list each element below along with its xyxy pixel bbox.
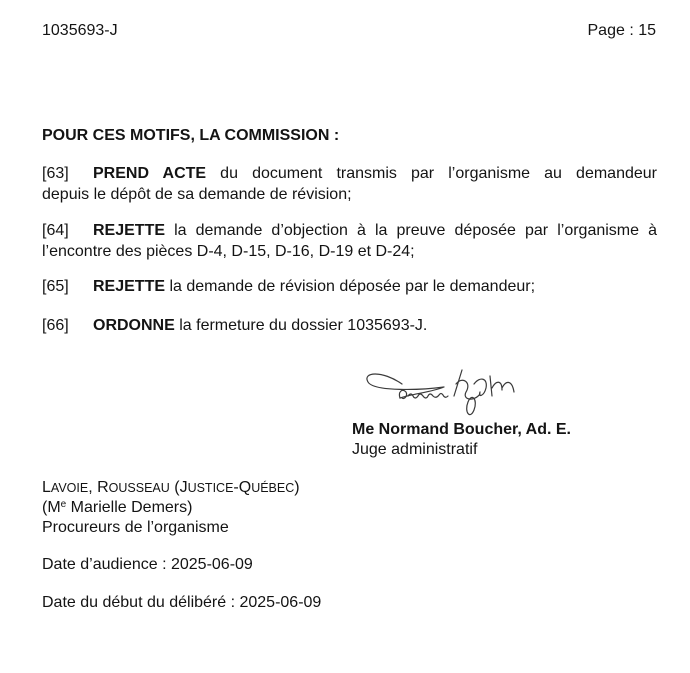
firm-text: - <box>233 479 239 496</box>
paragraph-66 <box>42 315 657 336</box>
page-number: Page : 15 <box>587 22 656 39</box>
deliberation-date: Date du début du délibéré : 2025-06-09 <box>42 594 322 611</box>
lawyer-name <box>42 498 192 518</box>
file-number: 1035693-J <box>42 22 118 39</box>
paragraph-65 <box>42 276 657 297</box>
paragraph-number: [65] <box>42 278 69 295</box>
paragraph-text-continued: depuis le dépôt de sa demande de révision; <box>42 186 352 203</box>
hearing-date: Date d’audience : 2025-06-09 <box>42 556 253 573</box>
firm-text: UÉBEC <box>251 481 295 495</box>
lawyer-superscript: e <box>60 499 67 510</box>
firm-text: R <box>97 479 109 496</box>
paragraph-text: du document transmis par l’organisme au demandeur <box>206 165 657 182</box>
firm-text: ) <box>294 479 300 496</box>
firm-text: ( <box>169 479 180 496</box>
paragraph-number: [63] <box>42 165 69 182</box>
paragraph-keyword: PREND ACTE <box>93 165 207 182</box>
paragraph-keyword: REJETTE <box>93 278 166 295</box>
paragraph-number: [64] <box>42 222 69 239</box>
decision-title: POUR CES MOTIFS, LA COMMISSION : <box>42 127 340 144</box>
lawyer-name-text: Marielle Demers) <box>66 499 193 516</box>
firm-text: USTICE <box>187 481 234 495</box>
paragraph-line <box>42 220 657 241</box>
paragraph-text: la demande de révision déposée par le demandeur; <box>165 278 536 295</box>
paragraph-63 <box>42 163 657 205</box>
paragraph-keyword: ORDONNE <box>93 317 175 334</box>
lawyer-prefix: (M <box>42 499 61 516</box>
firm-text: AVOIE <box>50 481 89 495</box>
judge-name: Me Normand Boucher, Ad. E. <box>352 421 571 438</box>
firm-text: , <box>88 479 98 496</box>
signature-icon <box>362 362 532 422</box>
paragraph-64 <box>42 220 657 262</box>
law-firm <box>42 478 300 498</box>
paragraph-keyword: REJETTE <box>93 222 166 239</box>
paragraph-text: la demande d’objection à la preuve déposée par l’organisme à <box>165 222 657 239</box>
firm-text: Q <box>238 479 252 496</box>
counsel-role: Procureurs de l’organisme <box>42 519 229 536</box>
paragraph-text-continued: l’encontre des pièces D-4, D-15, D-16, D-19 et D-24; <box>42 243 415 260</box>
firm-text: L <box>42 479 51 496</box>
judge-title: Juge administratif <box>352 441 478 458</box>
paragraph-line <box>42 163 657 184</box>
firm-text: J <box>179 479 188 496</box>
paragraph-number: [66] <box>42 317 69 334</box>
paragraph-text: la fermeture du dossier 1035693-J. <box>174 317 428 334</box>
firm-text: OUSSEAU <box>108 481 170 495</box>
